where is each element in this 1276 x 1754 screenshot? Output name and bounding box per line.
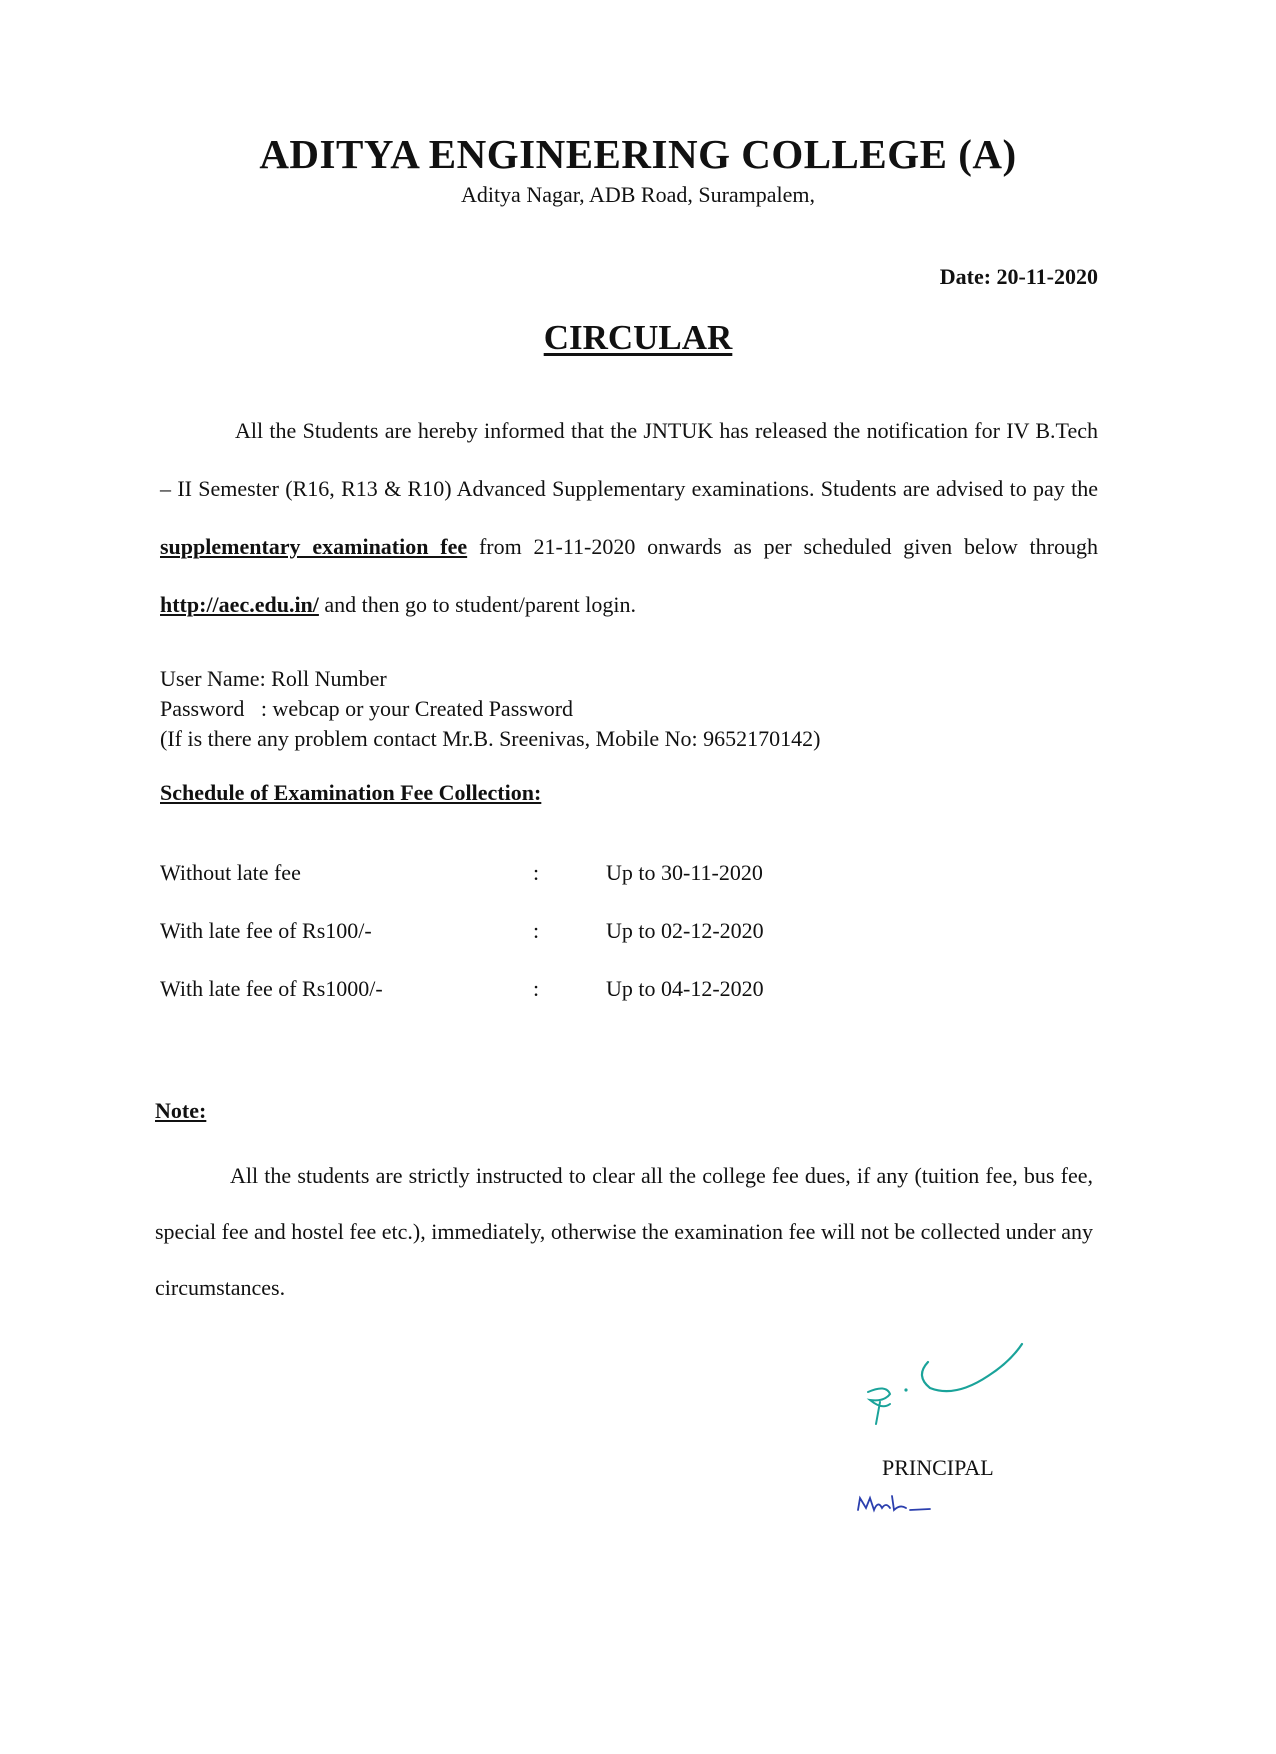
- intro-text-part2: from 21-11-2020 onwards as per scheduled given below through: [467, 534, 1098, 559]
- website-link[interactable]: http://aec.edu.in/: [160, 592, 319, 617]
- note-text: All the students are strictly instructed to clear all the college fee dues, if any (tuition fee, bus fee, special fee and hostel fee etc.), immediately, otherwise the examination fee will not be collected under any circumstances.: [155, 1163, 1093, 1300]
- principal-designation: PRINCIPAL: [882, 1455, 994, 1480]
- schedule-row: [160, 918, 860, 976]
- schedule-separator: :: [533, 860, 540, 885]
- initials-mark: [856, 1490, 936, 1516]
- schedule-heading: Schedule of Examination Fee Collection:: [160, 780, 542, 805]
- note-paragraph: [155, 1148, 1093, 1316]
- password-line: Password : webcap or your Created Password: [160, 696, 574, 721]
- schedule-separator: :: [533, 976, 540, 1001]
- initials-stroke: [858, 1496, 930, 1510]
- schedule-deadline: Up to 04-12-2020: [606, 976, 764, 1001]
- schedule-label: With late fee of Rs1000/-: [160, 976, 383, 1001]
- principal-signature: [860, 1340, 1040, 1460]
- schedule-table: [160, 860, 860, 1034]
- login-credentials: [160, 664, 820, 754]
- schedule-label: Without late fee: [160, 860, 301, 885]
- signature-stroke: [868, 1388, 890, 1424]
- schedule-deadline: Up to 30-11-2020: [606, 860, 763, 885]
- schedule-row: [160, 976, 860, 1034]
- username-line: User Name: Roll Number: [160, 666, 387, 691]
- circular-title: CIRCULAR: [543, 318, 733, 357]
- circular-date: Date: 20-11-2020: [939, 264, 1098, 289]
- college-name: ADITYA ENGINEERING COLLEGE (A): [259, 131, 1017, 177]
- schedule-deadline: Up to 02-12-2020: [606, 918, 764, 943]
- schedule-separator: :: [533, 918, 540, 943]
- contact-line: (If is there any problem contact Mr.B. Sreenivas, Mobile No: 9652170142): [160, 726, 821, 751]
- intro-text-part1: All the Students are hereby informed that the JNTUK has released the notification for IV B.Tech – II Semester (R16, R13 & R10) Advanced Supplementary examinations. Students are advised to pay the: [160, 418, 1098, 501]
- signature-stroke: [922, 1344, 1022, 1391]
- signature-dot: [904, 1388, 907, 1391]
- college-address: Aditya Nagar, ADB Road, Surampalem,: [460, 182, 816, 207]
- note-heading: Note:: [155, 1098, 207, 1123]
- intro-text-part3: and then go to student/parent login.: [318, 592, 637, 617]
- schedule-label: With late fee of Rs100/-: [160, 918, 372, 943]
- fee-emphasis: supplementary examination fee: [160, 534, 468, 559]
- schedule-row: [160, 860, 860, 918]
- intro-paragraph: [160, 402, 1098, 634]
